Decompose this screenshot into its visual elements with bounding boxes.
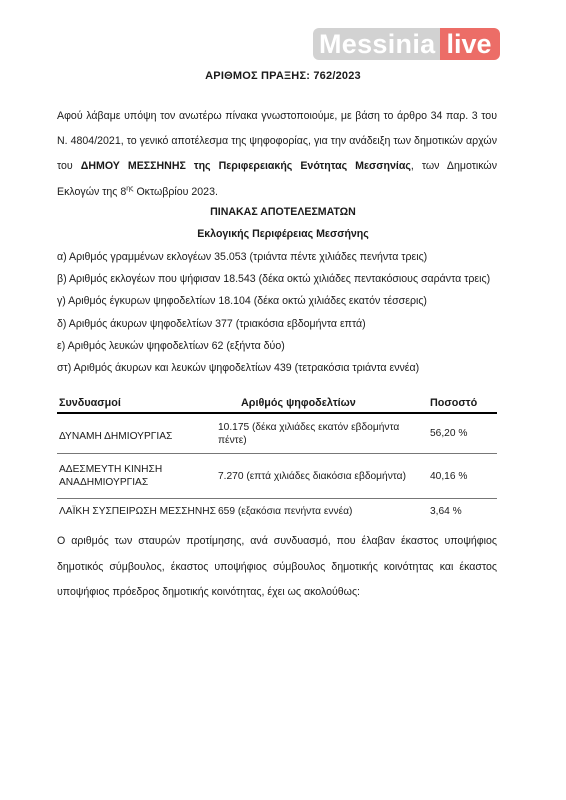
logo-part-messinia: Messinia — [313, 28, 440, 60]
table-row — [57, 414, 497, 454]
ballot-count: 10.175 (δέκα χιλιάδες εκατόν εβδομήντα πέντε) — [218, 421, 400, 446]
header-coalitions: Συνδυασμοί — [59, 397, 121, 409]
coalition-name: ΔΥΝΑΜΗ ΔΗΜΙΟΥΡΓΙΑΣ — [59, 430, 173, 442]
list-item: α) Αριθμός γραμμένων εκλογέων 35.053 (τριάντα πέντε χιλιάδες πενήντα τρεις) — [57, 251, 428, 263]
table-row — [57, 499, 497, 524]
header-ballots: Αριθμός ψηφοδελτίων — [241, 397, 356, 409]
logo-part-live: live — [440, 28, 499, 60]
list-item: δ) Αριθμός άκυρων ψηφοδελτίων 377 (τριακόσια εβδομήντα επτά) — [57, 317, 366, 330]
intro-paragraph — [57, 104, 497, 205]
table-row — [57, 454, 497, 499]
preference-votes-paragraph: Ο αριθμός των σταυρών προτίμησης, ανά συνδυασμό, που έλαβαν έκαστος υποψήφιος δημοτικός σύμβουλος, έκαστος υποψήφιος σύμβουλος δημοτικής κοινότητας και έκαστος υποψήφιος πρόεδρος δημοτικής κοινότητας, έχει ως ακολούθως: — [57, 535, 497, 598]
coalition-name: ΑΔΕΣΜΕΥΤΗ ΚΙΝΗΣΗ ΑΝΑΔΗΜΙΟΥΡΓΙΑΣ — [59, 464, 163, 488]
act-number: ΑΡΙΘΜΟΣ ΠΡΑΞΗΣ: 762/2023 — [205, 70, 361, 82]
list-item: β) Αριθμός εκλογέων που ψήφισαν 18.543 (δέκα οκτώ χιλιάδες πεντακόσιους σαράντα τρεις) — [57, 273, 491, 286]
intro-text-3: Οκτωβρίου 2023. — [133, 185, 218, 198]
intro-text-1: Αφού λάβαμε υπόψη τον ανωτέρω πίνακα γνωστοποιούμε, με βάση το άρθρο 34 παρ. 3 του Ν. 4804/2021, το γενικό αποτέλεσμα της ψηφοφορίας, για την ανάδειξη των δημοτικών αρχών του — [57, 110, 497, 173]
list-item: ε) Αριθμός λευκών ψηφοδελτίων 62 (εξήντα δύο) — [57, 339, 285, 352]
list-item: στ) Αριθμός άκυρων και λευκών ψηφοδελτίων 439 (τετρακόσια τριάντα εννέα) — [57, 361, 420, 374]
list-item: γ) Αριθμός έγκυρων ψηφοδελτίων 18.104 (δέκα οκτώ χιλιάδες εκατόν τέσσερις) — [57, 295, 427, 308]
results-title: ΠΙΝΑΚΑΣ ΑΠΟΤΕΛΕΣΜΑΤΩΝ — [210, 206, 356, 218]
percentage: 40,16 % — [430, 470, 468, 482]
results-list — [57, 246, 527, 379]
percentage: 56,20 % — [430, 428, 468, 439]
intro-ordinal-sup: ης — [126, 185, 134, 193]
ballot-count: 7.270 (επτά χιλιάδες διακόσια εβδομήντα) — [218, 470, 406, 482]
ballot-count: 659 (εξακόσια πενήντα εννέα) — [218, 506, 353, 517]
coalition-name: ΛΑΪΚΗ ΣΥΣΠΕΙΡΩΣΗ ΜΕΣΣΗΝΗΣ — [59, 506, 216, 517]
results-table — [57, 394, 497, 524]
percentage: 3,64 % — [430, 506, 462, 517]
messinia-live-logo — [313, 28, 500, 60]
header-percentage: Ποσοστό — [430, 397, 478, 409]
table-header — [57, 394, 497, 414]
intro-municipality: ΔΗΜΟΥ ΜΕΣΣΗΝΗΣ της Περιφερειακής Ενότητας Μεσσηνίας — [80, 160, 411, 173]
results-subtitle: Εκλογικής Περιφέρειας Μεσσήνης — [197, 228, 369, 240]
intro-text-2: , των Δημοτικών Εκλογών της 8 — [57, 160, 498, 198]
